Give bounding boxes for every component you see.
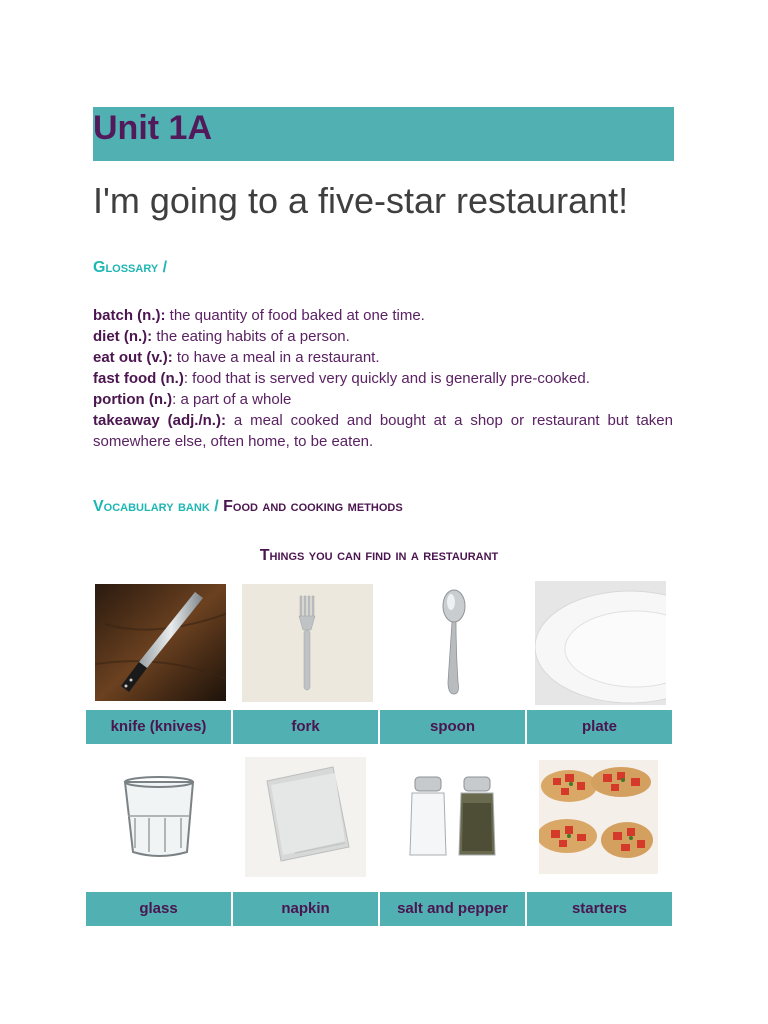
glossary-term: eat out (v.): — [93, 349, 173, 366]
unit-title: Unit 1A — [93, 109, 212, 147]
glossary-entry — [93, 305, 673, 326]
salt-and-pepper-photo — [388, 763, 512, 878]
glossary-term: batch (n.): — [93, 307, 166, 324]
plate-photo — [535, 581, 666, 705]
item-label: fork — [233, 710, 378, 744]
glass-photo — [95, 760, 226, 880]
glossary-definition: the eating habits of a person. — [152, 328, 350, 345]
item-label: spoon — [380, 710, 525, 744]
things-subheading: Things you can find in a restaurant — [259, 547, 499, 564]
item-label: starters — [527, 892, 672, 926]
glossary-definition: to have a meal in a restaurant. — [172, 349, 380, 366]
item-label: glass — [86, 892, 231, 926]
page-title: I'm going to a five-star restaurant! — [93, 180, 629, 221]
item-label: plate — [527, 710, 672, 744]
glossary-term: diet (n.): — [93, 328, 153, 345]
item-label: napkin — [233, 892, 378, 926]
glossary-definition: the quantity of food baked at one time. — [165, 307, 425, 324]
glossary-list — [93, 305, 673, 452]
starters-photo — [539, 760, 658, 874]
glossary-entry — [93, 410, 673, 452]
item-label: knife (knives) — [86, 710, 231, 744]
knife-photo — [95, 584, 226, 701]
glossary-entry — [93, 326, 673, 347]
glossary-entry — [93, 389, 673, 410]
vocab-bank-label: Vocabulary bank / — [93, 498, 219, 515]
glossary-term: portion (n.) — [93, 391, 173, 408]
glossary-entry — [93, 347, 673, 368]
glossary-term: fast food (n.) — [93, 370, 184, 387]
fork-photo — [242, 584, 373, 702]
vocab-heading — [93, 498, 403, 516]
glossary-entry — [93, 368, 673, 389]
glossary-definition: a meal cooked and bought at a shop or restaurant but taken somewhere else, often home, to be eaten. — [93, 412, 673, 450]
napkin-photo — [245, 757, 366, 877]
glossary-definition: : a part of a whole — [172, 391, 292, 408]
vocab-topic: Food and cooking methods — [223, 498, 403, 515]
spoon-photo — [388, 582, 512, 702]
glossary-term: takeaway (adj./n.): — [93, 412, 226, 429]
glossary-definition: : food that is served very quickly and is generally pre-cooked. — [183, 370, 590, 387]
item-label: salt and pepper — [380, 892, 525, 926]
glossary-heading: Glossary / — [93, 259, 168, 276]
